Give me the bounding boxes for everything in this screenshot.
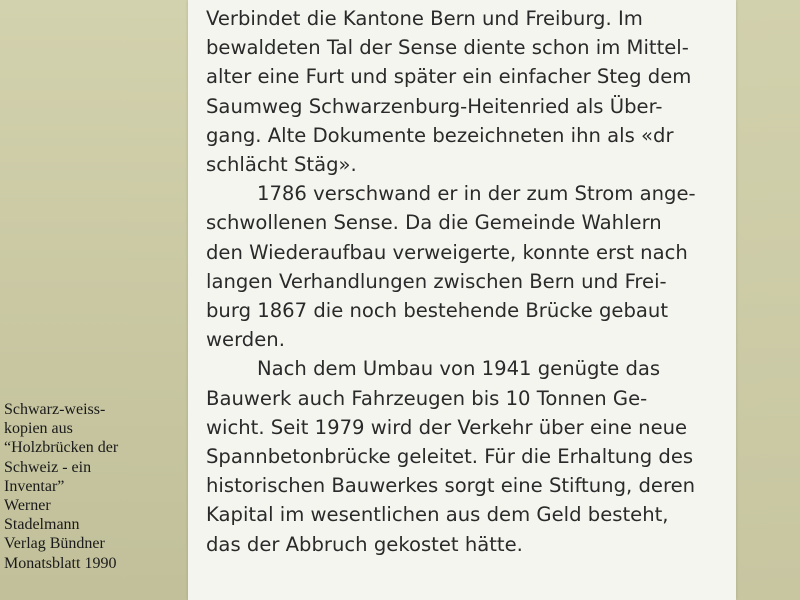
right-margin-background: [736, 0, 800, 600]
caption-line: kopien aus: [4, 420, 73, 438]
scanned-page: [188, 0, 736, 600]
text-line: Kapital im wesentlichen aus dem Geld besteht,: [206, 503, 669, 527]
caption-line: Inventar”: [4, 477, 65, 495]
text-line: werden.: [206, 328, 285, 352]
text-line: langen Verhandlungen zwischen Bern und Frei-: [206, 269, 667, 293]
text-line: gang. Alte Dokumente bezeichneten ihn als «dr: [206, 123, 674, 147]
caption-line: “Holzbrücken der: [4, 439, 119, 457]
text-line: schwollenen Sense. Da die Gemeinde Wahlern: [206, 211, 662, 235]
caption-line: Schwarz-weiss-: [4, 401, 106, 418]
text-line: Verbindet die Kantone Bern und Freiburg. Im: [206, 7, 643, 30]
caption-line: Monatsblatt 1990: [4, 554, 117, 572]
caption-line: Schweiz - ein: [4, 458, 92, 476]
text-line: Bauwerk auch Fahrzeugen bis 10 Tonnen Ge-: [206, 386, 648, 410]
text-line: Saumweg Schwarzenburg-Heitenried als Über-: [206, 94, 663, 118]
text-line: bewaldeten Tal der Sense diente schon im Mittel-: [206, 36, 689, 60]
text-line: historischen Bauwerkes sorgt eine Stiftung, deren: [206, 474, 696, 498]
text-line: Spannbetonbrücke geleitet. Für die Erhaltung des: [206, 445, 694, 469]
text-line: alter eine Furt und später ein einfacher Steg dem: [206, 65, 692, 89]
caption-line: Stadelmann: [4, 516, 80, 534]
text-line: wicht. Seit 1979 wird der Verkehr über eine neue: [206, 415, 688, 439]
text-line: das der Abbruch gekostet hätte.: [206, 532, 523, 556]
text-line: schlächt Stäg».: [206, 153, 357, 177]
text-line: Nach dem Umbau von 1941 genügte das: [257, 357, 661, 381]
caption-line: Werner: [4, 497, 51, 515]
text-line: 1786 verschwand er in der zum Strom ange-: [257, 182, 696, 206]
text-line: burg 1867 die noch bestehende Brücke gebaut: [206, 299, 669, 323]
text-line: den Wiederaufbau verweigerte, konnte erst nach: [206, 240, 688, 264]
body-text: [206, 4, 734, 559]
source-caption: [4, 400, 186, 573]
caption-line: Verlag Bündner: [4, 535, 105, 553]
